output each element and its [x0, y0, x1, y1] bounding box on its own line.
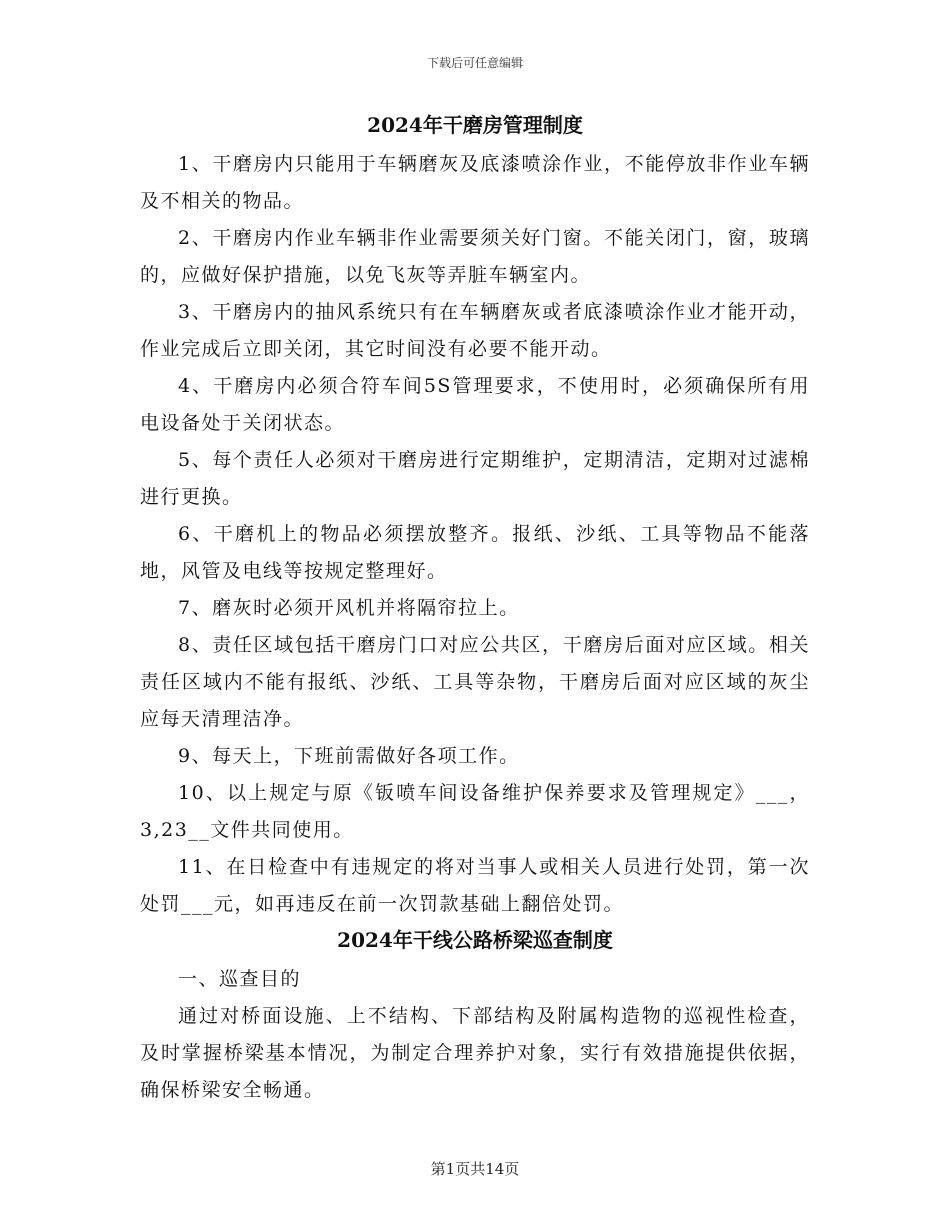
paragraph: 5、每个责任人必须对干磨房进行定期维护，定期清洁，定期对过滤棉进行更换。: [140, 449, 810, 508]
paragraph: 一、巡查目的: [178, 968, 302, 990]
paragraph: 6、干磨机上的物品必须摆放整齐。报纸、沙纸、工具等物品不能落地，风管及电线等按规定整理好。: [140, 523, 810, 582]
paragraph: 8、责任区域包括干磨房门口对应公共区，干磨房后面对应区域。相关责任区域内不能有报纸、沙纸、工具等杂物，干磨房后面对应区域的灰尘应每天清理洁净。: [140, 634, 810, 730]
paragraph: 3、干磨房内的抽风系统只有在车辆磨灰或者底漆喷涂作业才能开动，作业完成后立即关闭，其它时间没有必要不能开动。: [140, 301, 810, 360]
paragraph: 9、每天上，下班前需做好各项工作。: [178, 745, 520, 767]
section-title-drying-room: 2024年干磨房管理制度: [367, 113, 583, 137]
paragraph: 通过对桥面设施、上不结构、下部结构及附属构造物的巡视性检查，及时掌握桥梁基本情况，为制定合理养护对象，实行有效措施提供依据，确保桥梁安全畅通。: [140, 1005, 810, 1101]
paragraph: 11、在日检查中有违规定的将对当事人或相关人员进行处罚，第一次处罚___元，如再违反在前一次罚款基础上翻倍处罚。: [140, 856, 810, 915]
paragraph: 10、以上规定与原《钣喷车间设备维护保养要求及管理规定》___，3,23__文件共同使用。: [140, 782, 810, 841]
page-number: 第1页共14页: [430, 1160, 520, 1178]
page-header-note: 下载后可任意编辑: [426, 56, 523, 70]
section-title-bridge-inspection: 2024年干线公路桥梁巡查制度: [337, 928, 613, 952]
paragraph: 1、干磨房内只能用于车辆磨灰及底漆喷涂作业，不能停放非作业车辆及不相关的物品。: [140, 153, 810, 212]
paragraph: 4、干磨房内必须合符车间5S管理要求，不使用时，必须确保所有用电设备处于关闭状态。: [140, 375, 810, 434]
document-body: [140, 108, 810, 1109]
paragraph: 2、干磨房内作业车辆非作业需要须关好门窗。不能关闭门，窗，玻璃的，应做好保护措施，以免飞灰等弄脏车辆室内。: [140, 227, 810, 286]
paragraph: 7、磨灰时必须开风机并将隔帘拉上。: [178, 597, 520, 619]
